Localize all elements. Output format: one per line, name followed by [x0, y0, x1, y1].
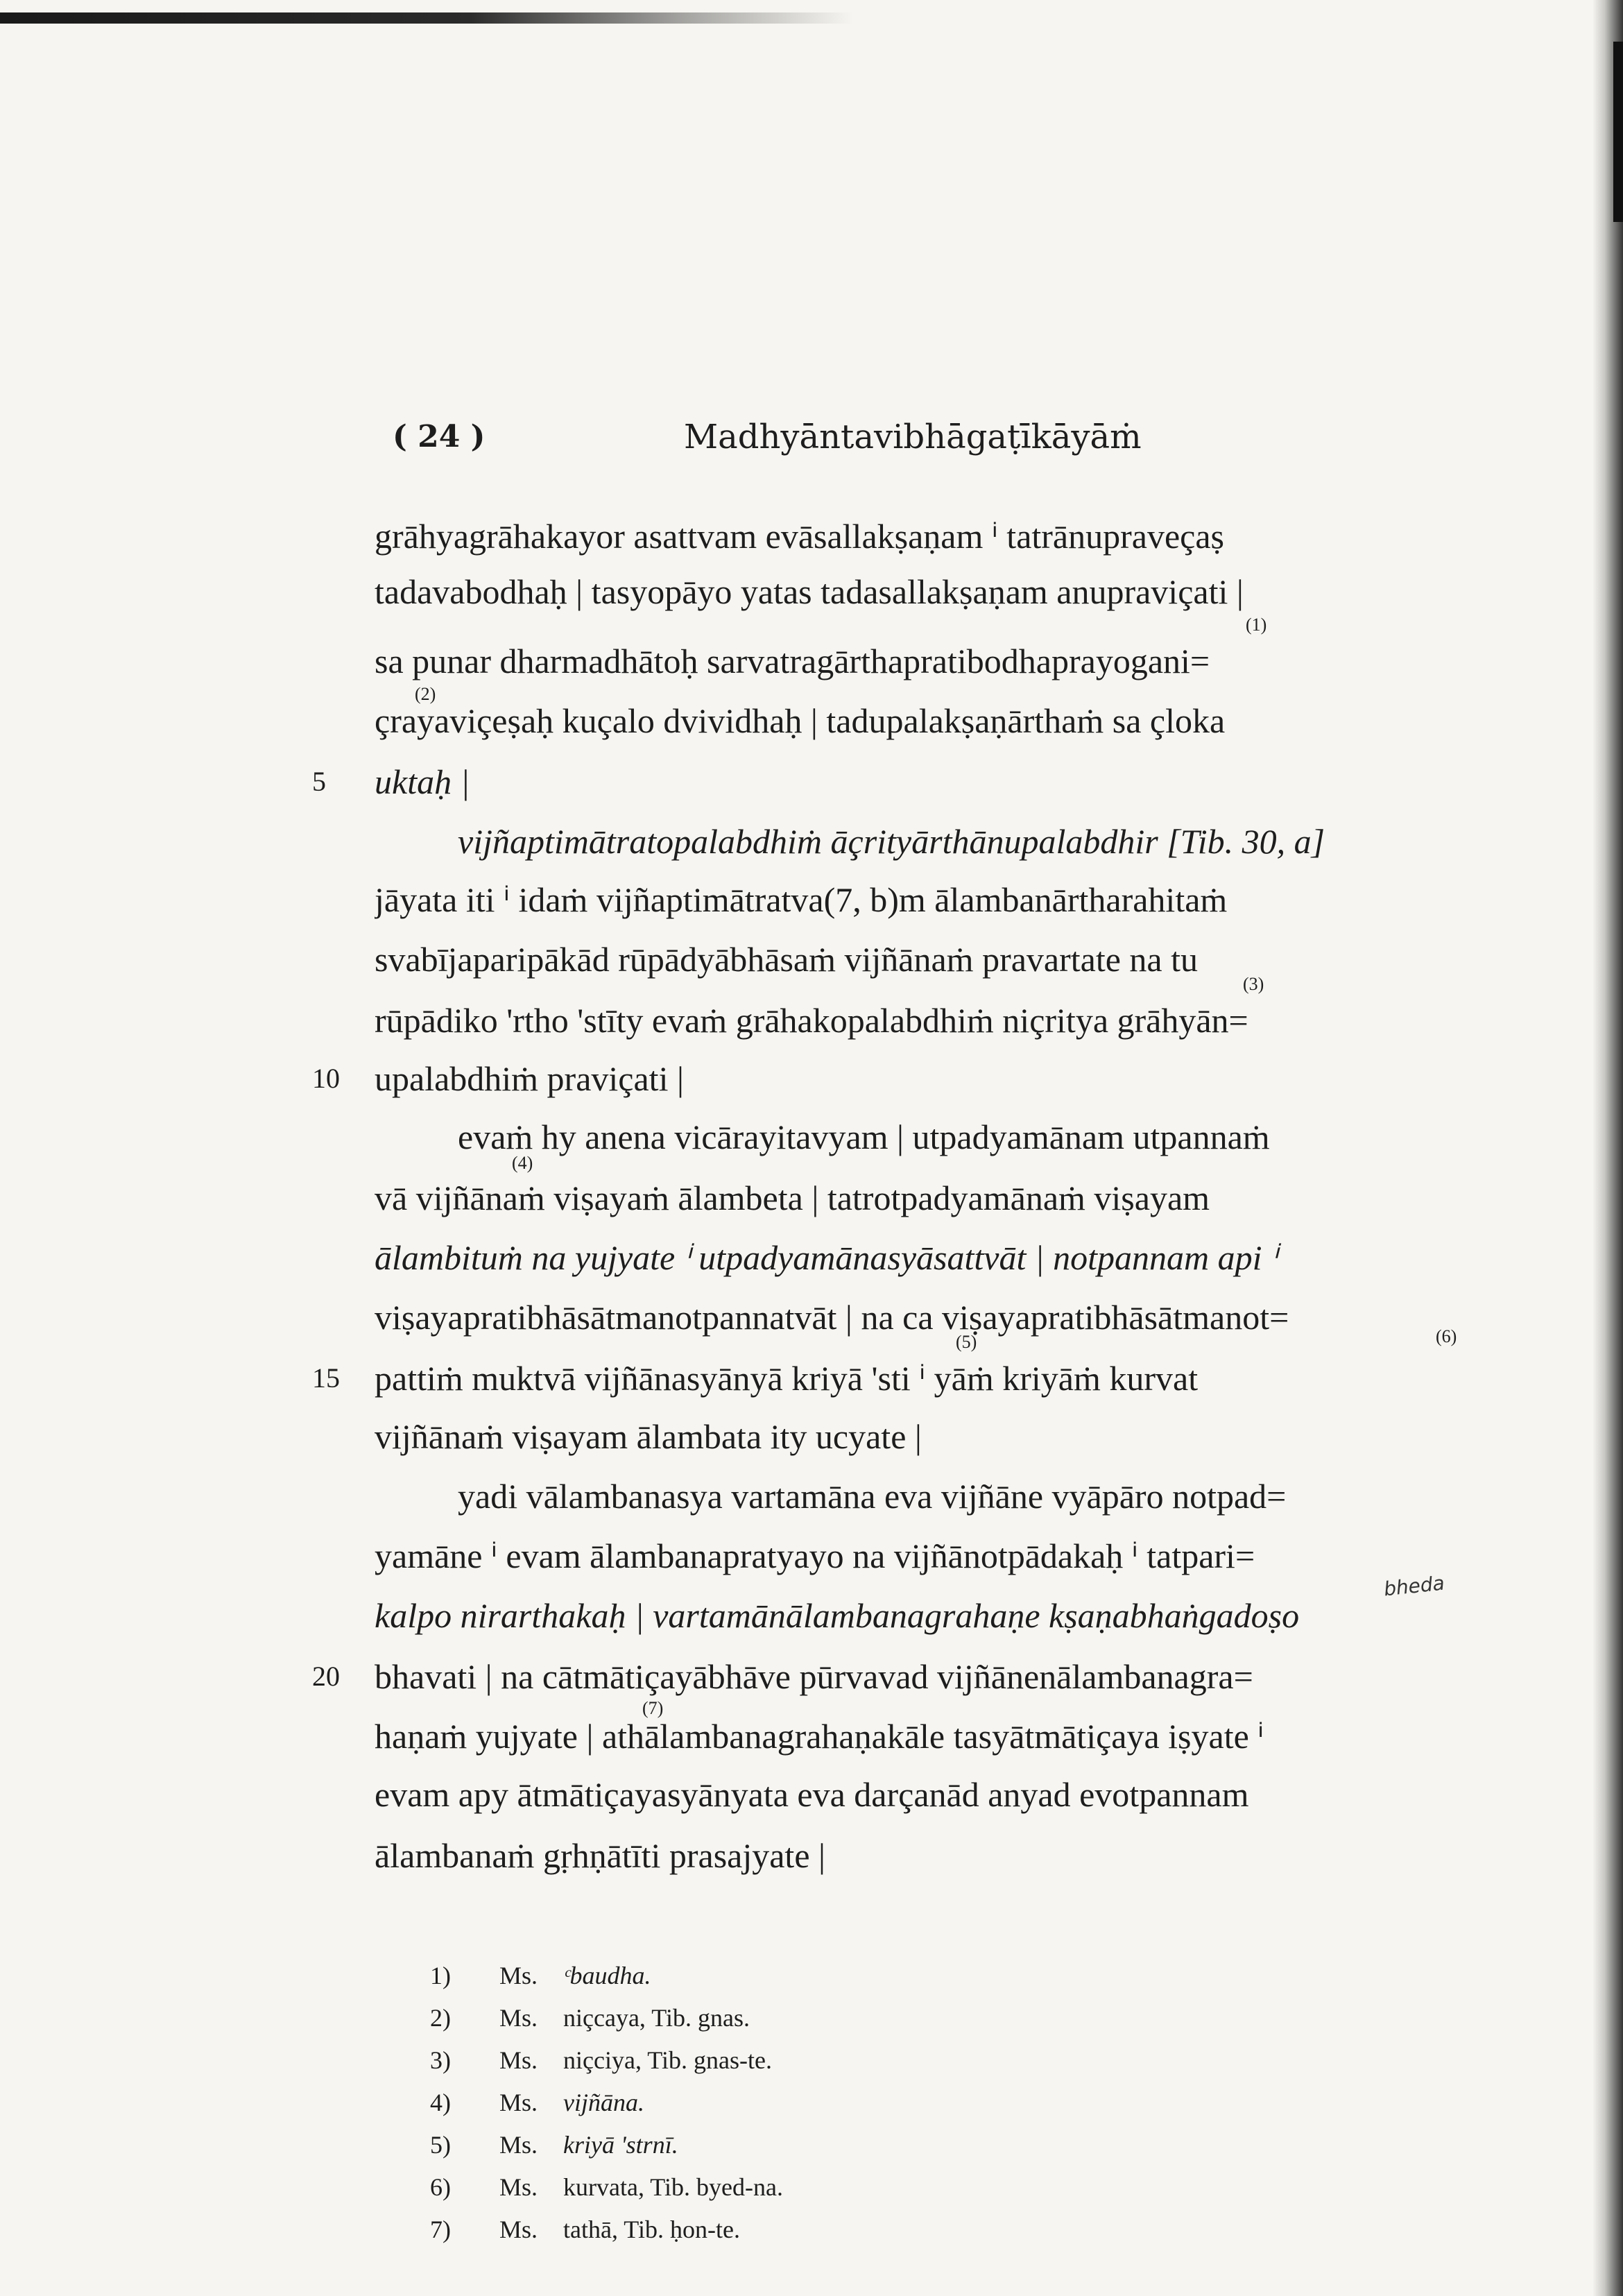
footnote-marker-2: (2)	[415, 684, 436, 704]
page-header	[0, 415, 1623, 470]
text-line-4: çrayaviçeṣaḥ kuçalo dvividhaḥ | tadupalakṣaṇārthaṁ sa çloka	[375, 701, 1226, 740]
text-line-12: vā vijñānaṁ viṣayaṁ ālambeta | tatrotpadyamānaṁ viṣayam	[375, 1179, 1210, 1217]
text-line-9: rūpādiko 'rtho 'stīty evaṁ grāhakopalabdhiṁ niçritya grāhyān=	[375, 1001, 1248, 1040]
text-line-15: pattiṁ muktvā vijñānasyānyā kriyā 'sti ⁱ yāṁ kriyāṁ kurvat	[375, 1359, 1199, 1398]
scan-edge-right	[1592, 0, 1623, 2296]
text-line-3: sa punar dharmadhātoḥ sarvatragārthapratibodhaprayogani=	[375, 642, 1210, 680]
footnote-2: 2) Ms. niçcaya, Tib. gnas.	[430, 2004, 750, 2032]
footnote-marker-1: (1)	[1246, 615, 1267, 635]
running-title: Madhyāntavibhāgaṭīkāyāṁ	[684, 418, 1142, 456]
text-line-13: ālambituṁ na yujyate ⁱ utpadyamānasyāsattvāt | notpannam api ⁱ	[375, 1238, 1277, 1277]
footnote-marker-3: (3)	[1243, 974, 1264, 994]
line-number-15: 15	[312, 1362, 340, 1394]
footnote-5: 5) Ms. kriyā 'strnī.	[430, 2131, 678, 2159]
text-line-19: kalpo nirarthakaḥ | vartamānālambanagrahaṇe kṣaṇabhaṅgadoṣo	[375, 1596, 1300, 1635]
footnote-marker-5: (5)	[956, 1332, 977, 1352]
footnotes	[430, 1955, 1401, 2251]
text-line-14: viṣayapratibhāsātmanotpannatvāt | na ca viṣayapratibhāsātmanot=	[375, 1298, 1289, 1337]
text-line-23: ālambanaṁ gṛhṇātīti prasajyate |	[375, 1836, 826, 1875]
handwritten-gloss: bheda	[1382, 1571, 1446, 1601]
footnote-6: 6) Ms. kurvata, Tib. byed-na.	[430, 2173, 783, 2201]
text-line-16: vijñānaṁ viṣayam ālambata ity ucyate |	[375, 1417, 922, 1456]
text-line-21: haṇaṁ yujyate | athālambanagrahaṇakāle tasyātmātiçaya iṣyate ⁱ	[375, 1717, 1264, 1756]
text-line-18: yamāne ⁱ evam ālambanapratyayo na vijñānotpādakaḥ ⁱ tatpari=	[375, 1536, 1255, 1575]
footnote-marker-6: (6)	[1436, 1326, 1457, 1346]
text-line-10: upalabdhiṁ praviçati |	[375, 1059, 684, 1098]
footnote-4: 4) Ms. vijñāna.	[430, 2089, 644, 2116]
footnote-marker-4: (4)	[512, 1153, 533, 1173]
line-number-10: 10	[312, 1063, 340, 1094]
scan-edge-top	[0, 12, 853, 24]
page-number: ( 24 )	[393, 419, 486, 454]
footnote-7: 7) Ms. tathā, Tib. ḥon-te.	[430, 2216, 741, 2243]
text-line-7: jāyata iti ⁱ idaṁ vijñaptimātratva(7, b)m ālambanārtharahitaṁ	[375, 880, 1228, 919]
text-line-8: svabījaparipākād rūpādyābhāsaṁ vijñānaṁ pravartate na tu	[375, 940, 1199, 979]
text-line-6: vijñaptimātratopalabdhiṁ āçrityārthānupalabdhir [Tib. 30, a]	[458, 822, 1325, 861]
text-line-17: yadi vālambanasya vartamāna eva vijñāne vyāpāro notpad=	[458, 1477, 1287, 1516]
text-line-1: grāhyagrāhakayor asattvam evāsallakṣaṇam ⁱ tatrānupraveçaṣ	[375, 517, 1224, 556]
text-line-22: evam apy ātmātiçayasyānyata eva darçanād anyad evotpannam	[375, 1775, 1249, 1814]
line-number-5: 5	[312, 766, 326, 797]
footnote-3: 3) Ms. niçciya, Tib. gnas-te.	[430, 2046, 772, 2074]
footnote-1: 1) Ms. ᶜbaudha.	[430, 1962, 651, 1989]
text-line-5: uktaḥ |	[375, 762, 470, 801]
text-line-11: evaṁ hy anena vicārayitavyam | utpadyamānam utpannaṁ	[458, 1117, 1270, 1156]
text-line-20: bhavati | na cātmātiçayābhāve pūrvavad vijñānenālambanagra=	[375, 1657, 1253, 1696]
text-line-2: tadavabodhaḥ | tasyopāyo yatas tadasallakṣaṇam anupraviçati |	[375, 572, 1244, 611]
line-number-20: 20	[312, 1661, 340, 1692]
footnote-marker-7: (7)	[642, 1698, 664, 1718]
scan-edge-right-dark	[1613, 42, 1623, 222]
